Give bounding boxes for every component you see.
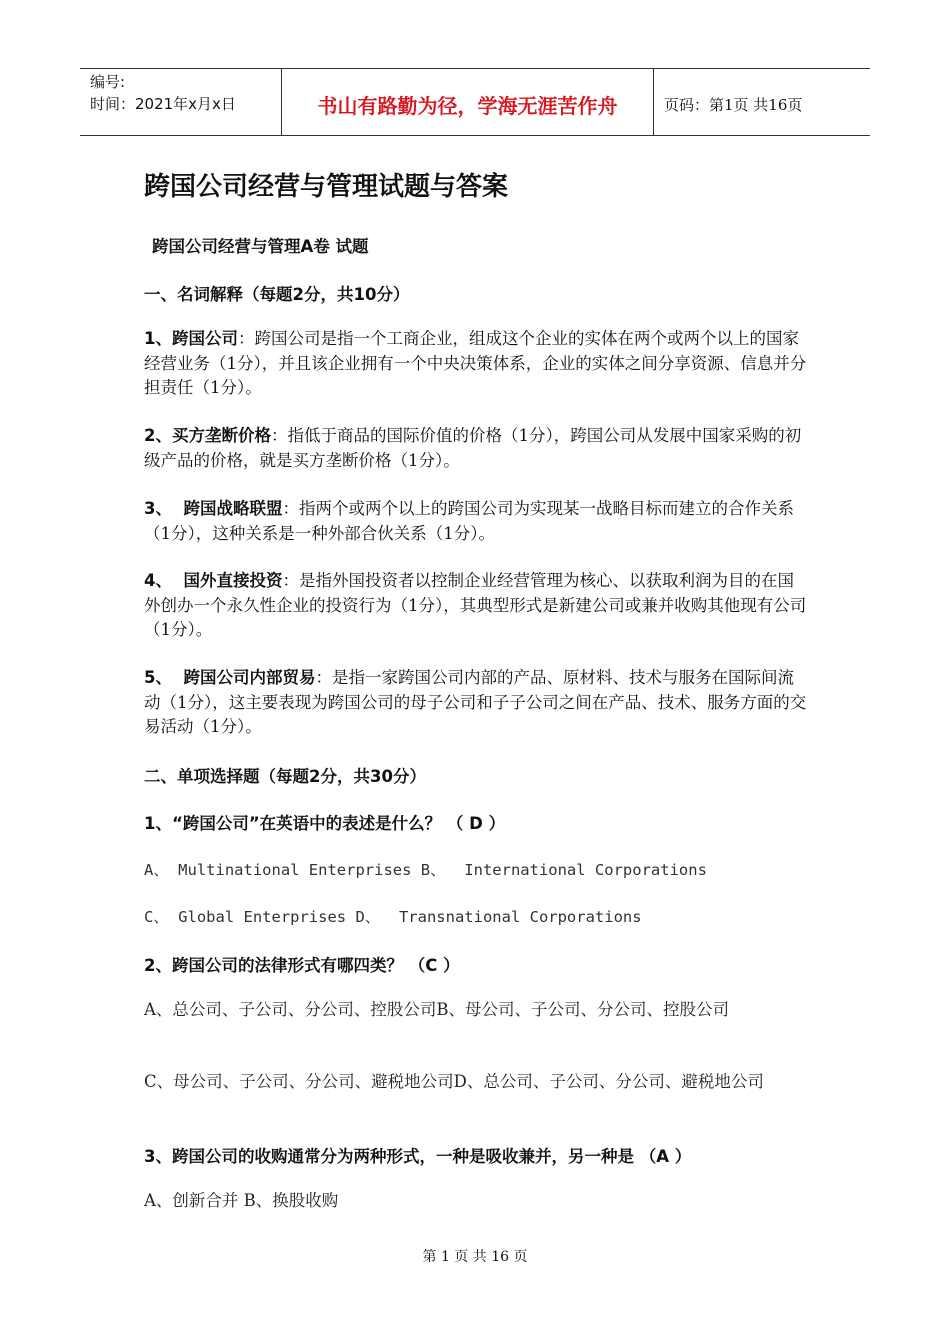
- header-motto: 书山有路勤为径，学海无涯苦作舟: [282, 69, 654, 135]
- definition-item: [144, 666, 808, 740]
- question-1-options-cd: C、 Global Enterprises D、 Transnational Corporations: [144, 908, 642, 926]
- definition-term: 1、跨国公司: [144, 329, 238, 348]
- definition-term: 4、 国外直接投资: [144, 571, 283, 590]
- question-2-options-ab: A、总公司、子公司、分公司、控股公司B、母公司、子公司、分公司、控股公司: [144, 1000, 730, 1019]
- definition-text: ：指两个或两个以上的跨国公司为实现某一战略目标而建立的合作关系（1分），这种关系是一种外部合伙关系（1分）。: [144, 499, 794, 543]
- section1-heading: 一、名词解释（每题2分，共10分）: [144, 285, 410, 304]
- definition-item: [144, 327, 808, 401]
- definition-text: ：跨国公司是指一个工商企业，组成这个企业的实体在两个或两个以上的国家经营业务（1分），并且该企业拥有一个中央决策体系，企业的实体之间分享资源、信息并分担责任（1分）。: [144, 329, 807, 397]
- question-2: 2、跨国公司的法律形式有哪四类？ （C ）: [144, 956, 460, 975]
- definition-item: [144, 424, 808, 473]
- definition-term: 5、 跨国公司内部贸易: [144, 668, 316, 687]
- section2-heading: 二、单项选择题（每题2分，共30分）: [144, 767, 426, 786]
- document-title: 跨国公司经营与管理试题与答案: [144, 172, 509, 202]
- header-page-info: 页码：第1页 共16页: [664, 95, 803, 114]
- question-2-options-cd: C、母公司、子公司、分公司、避税地公司D、总公司、子公司、分公司、避税地公司: [144, 1072, 764, 1091]
- time-label: 时间：2021年x月x日: [90, 95, 236, 113]
- definition-item: [144, 569, 808, 643]
- definition-item: [144, 497, 808, 546]
- page-footer: 第 1 页 共 16 页: [422, 1249, 528, 1265]
- definition-term: 2、买方垄断价格: [144, 426, 271, 445]
- question-1: 1、“跨国公司”在英语中的表述是什么？ （ D ）: [144, 814, 506, 833]
- header-meta: [80, 69, 282, 135]
- document-subtitle: 跨国公司经营与管理A卷 试题: [152, 237, 369, 256]
- serial-label: 编号:: [90, 73, 126, 91]
- question-3: 3、跨国公司的收购通常分为两种形式，一种是吸收兼并，另一种是 （A ）: [144, 1147, 692, 1166]
- question-3-options-ab: A、创新合并 B、换股收购: [144, 1191, 339, 1210]
- definition-text: ：指低于商品的国际价值的价格（1分），跨国公司从发展中国家采购的初级产品的价格，就是买方垄断价格（1分）。: [144, 426, 802, 470]
- page-header: [80, 68, 870, 136]
- definition-text: ：是指外国投资者以控制企业经营管理为核心、以获取利润为目的在国外创办一个永久性企业的投资行为（1分），其典型形式是新建公司或兼并收购其他现有公司（1分）。: [144, 571, 807, 639]
- definition-text: ：是指一家跨国公司内部的产品、原材料、技术与服务在国际间流动（1分），这主要表现为跨国公司的母子公司和子子公司之间在产品、技术、服务方面的交易活动（1分）。: [144, 668, 807, 736]
- question-1-options-ab: A、 Multinational Enterprises B、 International Corporations: [144, 861, 707, 879]
- definition-term: 3、 跨国战略联盟: [144, 499, 283, 518]
